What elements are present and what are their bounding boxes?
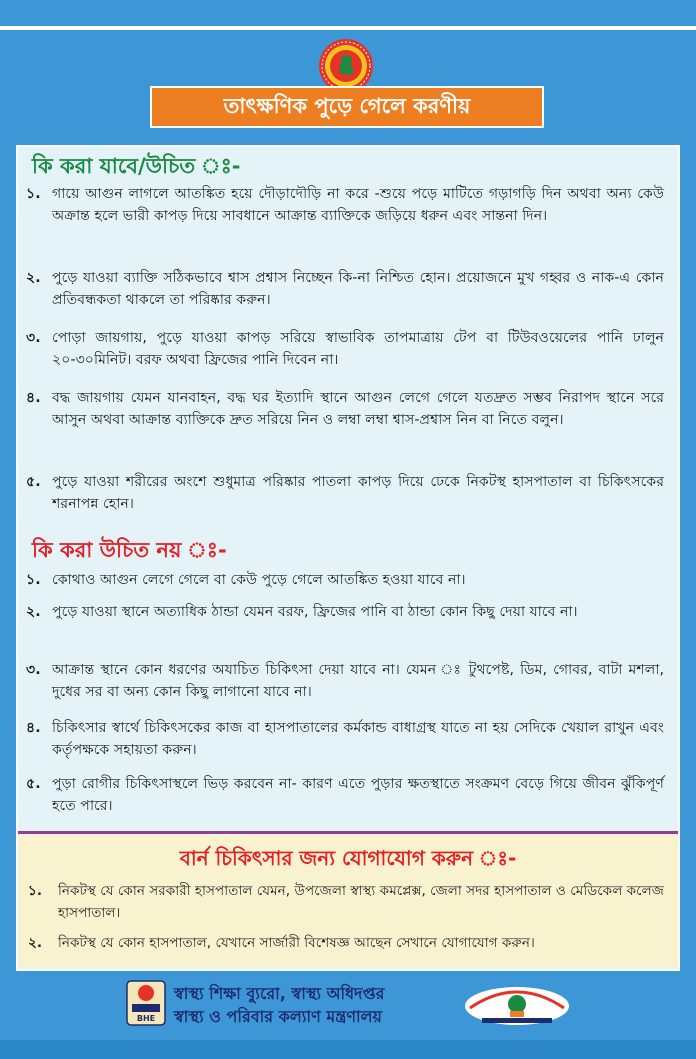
item-text: কোথাও আগুন লেগে গেলে বা কেউ পুড়ে গেলে আতঙ্কিত হওয়া যাবে না। xyxy=(52,572,466,588)
do-item xyxy=(26,471,664,515)
left-logo-label: BHE xyxy=(136,1014,156,1023)
page-title: তাৎক্ষণিক পুড়ে গেলে করণীয় xyxy=(150,86,544,128)
top-strip xyxy=(0,0,696,30)
item-text: চিকিৎসার স্বার্থে চিকিৎসকের কাজ বা হাসপাতালের কর্মকান্ড বাধাগ্রস্থ যাতে না হয় সেদিকে খেয়াল রাখুন এবং কর্তৃপক্ষকে সহায়তা করুন। xyxy=(52,720,664,758)
item-number: ২. xyxy=(26,604,41,620)
dont-section-title: কি করা উচিত নয় ঃ- xyxy=(32,538,227,562)
bhe-logo-icon xyxy=(126,980,166,1026)
dont-item xyxy=(26,773,664,817)
item-text: পুড়ে যাওয়া স্থানে অত্যাধিক ঠান্ডা যেমন বরফ, ফ্রিজের পানি বা ঠান্ডা কোন কিছু দেয়া যাবে না। xyxy=(52,604,578,620)
item-text: পোড়া জায়গায়, পুড়ে যাওয়া কাপড় সরিয়ে স্বাভাবিক তাপমাত্রায় টেপ বা টিউবওয়েলের পানি ঢালুন ২০-৩০মিনিট। বরফ অথবা ফ্রিজের পানি দিবেন না। xyxy=(52,330,664,368)
item-number: ১. xyxy=(26,572,41,588)
item-number: ৫. xyxy=(26,776,41,792)
dont-item xyxy=(26,601,664,623)
item-text: গায়ে আগুন লাগলে আতঙ্কিত হয়ে দৌড়াদৌড়ি না করে -শুয়ে পড়ে মাটিতে গড়াগড়ি দিন অথবা অন্য কেউ অক্রান্ত হলে ভারী কাপড় দিয়ে সাবধানে আক্রান্ত ব্যাক্তিকে জড়িয়ে ধরুন এবং সান্তনা দিন। xyxy=(52,186,664,224)
contact-title: বার্ন চিকিৎসার জন্য যোগাযোগ করুন ঃ- xyxy=(179,846,517,870)
do-item xyxy=(26,387,664,431)
item-text: পুড়ে যাওয়া ব্যাক্তি সঠিকভাবে শ্বাস প্রশ্বাস নিচ্ছেন কি-না নিশ্চিত হোন। প্রয়োজনে মুখ গহ্বর ও নাক-এ কোন প্রতিবন্ধকতা থাকলে তা পরিষ্কার করুন। xyxy=(52,270,664,308)
dont-item xyxy=(26,569,664,591)
item-number: ৪. xyxy=(26,720,41,736)
item-text: পুড়ে যাওয়া শরীরের অংশে শুধুমাত্র পরিষ্কার পাতলা কাপড় দিয়ে ঢেকে নিকটস্থ হাসপাতাল বা চিকিৎসকের শরনাপন্ন হোন। xyxy=(52,474,664,512)
bottom-strip xyxy=(0,1040,696,1059)
item-number: ১. xyxy=(26,186,41,202)
item-number: ৩. xyxy=(26,662,41,678)
footer-line-2: স্বাস্থ্য ও পরিবার কল্যাণ মন্ত্রণালয় xyxy=(174,1007,382,1026)
contact-item xyxy=(28,932,664,954)
item-text: নিকটস্থ যে কোন সরকারী হাসপাতাল যেমন, উপজেলা স্বাস্থ্য কমপ্লেক্স, জেলা সদর হাসপাতাল ও মেডিকেল কলেজ হাসপাতাল। xyxy=(58,883,664,921)
do-item xyxy=(26,327,664,371)
item-text: নিকটস্থ যে কোন হাসপাতাল, যেখানে সার্জারী বিশেষজ্ঞ আছেন সেখানে যোগাযোগ করুন। xyxy=(58,935,535,951)
item-number: ৪. xyxy=(26,390,41,406)
item-number: ২. xyxy=(28,935,43,951)
ministry-logo-icon xyxy=(462,980,572,1026)
item-text: বদ্ধ জায়গায় যেমন যানবাহন, বদ্ধ ঘর ইত্যাদি স্থানে আগুন লেগে গেলে যতদ্রুত সম্ভব নিরাপদ স্থানে সরে আসুন অথবা আক্রান্ত ব্যাক্তিকে দ্রুত সরিয়ে নিন ও লম্বা লম্বা শ্বাস-প্রশ্বাস নিন বা নিতে বলুন। xyxy=(52,390,664,428)
contact-item xyxy=(28,880,664,924)
dont-item xyxy=(26,717,664,761)
contact-box xyxy=(18,831,678,967)
top-blue-bar xyxy=(0,0,696,26)
do-item xyxy=(26,267,664,311)
dont-item xyxy=(26,659,664,703)
item-text: আক্রান্ত স্থানে কোন ধরণের অযাচিত চিকিৎসা দেয়া যাবে না। যেমন ঃ টুথপেষ্ট, ডিম, গোবর, বাটা মশলা, দুধের সর বা অন্য কোন কিছু লাগানো যাবে না। xyxy=(52,662,664,700)
footer-line-1: স্বাস্থ্য শিক্ষা ব্যুরো, স্বাস্থ্য অধিদপ্তর xyxy=(174,984,385,1003)
footer-text xyxy=(174,982,464,1028)
do-section-title: কি করা যাবে/উচিত ঃ- xyxy=(32,154,241,178)
item-number: ২. xyxy=(26,270,41,286)
content-panel xyxy=(16,145,680,971)
item-text: পুড়া রোগীর চিকিৎসাস্থলে ভিড় করবেন না- কারণ এতে পুড়ার ক্ষতস্থাতে সংক্রমণ বেড়ে গিয়ে জীবন ঝুঁকিপূর্ণ হতে পারে। xyxy=(52,776,664,814)
item-number: ১. xyxy=(28,883,42,899)
item-number: ৩. xyxy=(26,330,41,346)
item-number: ৫. xyxy=(26,474,41,490)
do-item xyxy=(26,183,664,227)
